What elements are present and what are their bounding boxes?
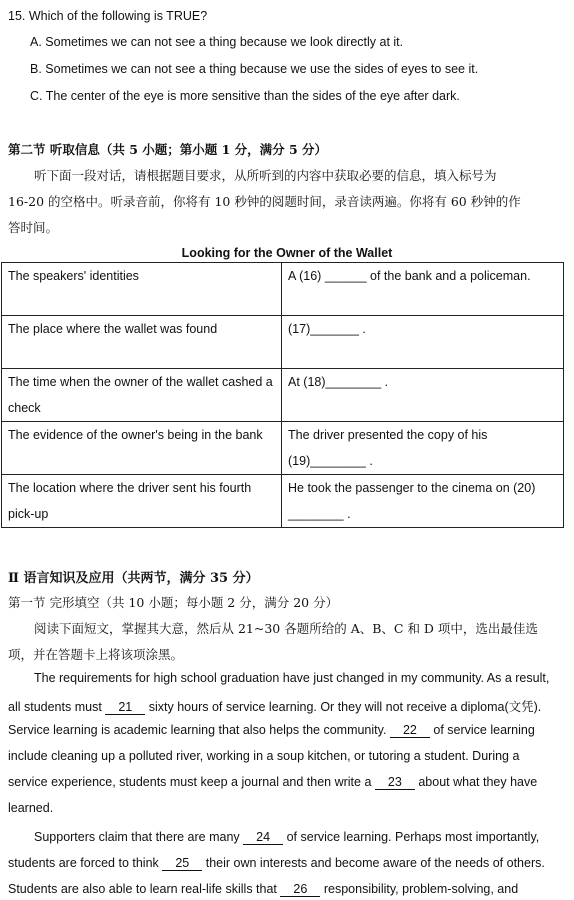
passage-text: include cleaning up a polluted river, working in a soup kitchen, or tutoring a student. During a: [8, 749, 520, 763]
passage-text: sixty hours of service learning. Or they will not receive a diploma(文凭).: [145, 700, 542, 714]
passage-text: about what they have: [414, 775, 538, 789]
part2-subheading: 第一节 完形填空（共 10 小题；每小题 2 分，满分 20 分）: [8, 595, 339, 610]
table-cell-right: He took the passenger to the cinema on (20) ________ .: [282, 475, 564, 528]
table-title: Looking for the Owner of the Wallet: [181, 246, 393, 260]
passage-text: responsibility, problem-solving, and: [320, 882, 519, 896]
passage-line: [8, 723, 566, 738]
section2-heading: 第二节 听取信息（共 5 小题；第小题 1 分，满分 5 分）: [8, 142, 328, 157]
table-row: [2, 263, 564, 316]
section2-instr-2: 16-20 的空格中。听录音前，你将有 10 秒钟的阅题时间，录音读两遍。你将有 60 秒钟的作: [8, 194, 521, 209]
part2-instr-2: 项，并在答题卡上将该项涂黑。: [8, 647, 184, 662]
passage-text: of service learning. Perhaps most importantly,: [283, 830, 540, 844]
option-a: A. Sometimes we can not see a thing because we look directly at it.: [30, 35, 404, 49]
table-cell-right: A (16) ______ of the bank and a policeman.: [282, 263, 564, 316]
passage-text: students are forced to think: [8, 856, 163, 870]
passage-line: [8, 749, 566, 763]
option-c: C. The center of the eye is more sensitive than the sides of the eye after dark.: [30, 89, 460, 103]
table-cell-left: The speakers' identities: [2, 263, 282, 316]
question-15-stem: 15. Which of the following is TRUE?: [8, 9, 208, 23]
table-row: [2, 316, 564, 369]
part2-instr-1: 阅读下面短文，掌握其大意，然后从 21~30 各题所给的 A、B、C 和 D 项中，选出最佳选: [34, 621, 538, 636]
table-cell-left: The evidence of the owner's being in the bank: [2, 422, 282, 475]
blank-number: 25: [162, 856, 202, 871]
passage-text: of service learning: [429, 723, 535, 737]
passage-line: [8, 801, 566, 815]
passage-line: [8, 775, 566, 790]
passage-line: [8, 697, 566, 715]
table-cell-right: At (18)________ .: [282, 369, 564, 422]
blank-number: 21: [105, 700, 145, 715]
table-row: [2, 475, 564, 528]
passage-text: Supporters claim that there are many: [34, 830, 244, 844]
passage-text: their own interests and become aware of the needs of others.: [202, 856, 545, 870]
passage-text: Service learning is academic learning that also helps the community.: [8, 723, 390, 737]
passage-line: [34, 671, 566, 685]
table-cell-left: The time when the owner of the wallet cashed a check: [2, 369, 282, 422]
wallet-table: [1, 262, 564, 528]
passage-text: service experience, students must keep a journal and then write a: [8, 775, 375, 789]
passage-text: The requirements for high school graduation have just changed in my community. As a result,: [34, 671, 550, 685]
blank-number: 23: [375, 775, 415, 790]
passage-line: [8, 856, 566, 871]
part2-heading: Ⅱ 语言知识及应用（共两节，满分 35 分）: [8, 571, 259, 586]
passage-line: [34, 830, 566, 845]
section2-instr-3: 答时间。: [8, 220, 59, 235]
table-cell-left: The location where the driver sent his fourth pick-up: [2, 475, 282, 528]
passage-text: all students must: [8, 700, 106, 714]
blank-number: 24: [243, 830, 283, 845]
table-row: [2, 369, 564, 422]
table-cell-right: (17)_______ .: [282, 316, 564, 369]
table-row: [2, 422, 564, 475]
passage-text: learned.: [8, 801, 54, 815]
option-b: B. Sometimes we can not see a thing because we use the sides of eyes to see it.: [30, 62, 479, 76]
section2-instr-1: 听下面一段对话，请根据题目要求，从所听到的内容中获取必要的信息，填入标号为: [34, 168, 497, 183]
passage-text: Students are also able to learn real-life skills that: [8, 882, 281, 896]
table-cell-right: The driver presented the copy of his (19)________ .: [282, 422, 564, 475]
blank-number: 22: [390, 723, 430, 738]
blank-number: 26: [280, 882, 320, 897]
table-cell-left: The place where the wallet was found: [2, 316, 282, 369]
passage-line: [8, 882, 566, 897]
